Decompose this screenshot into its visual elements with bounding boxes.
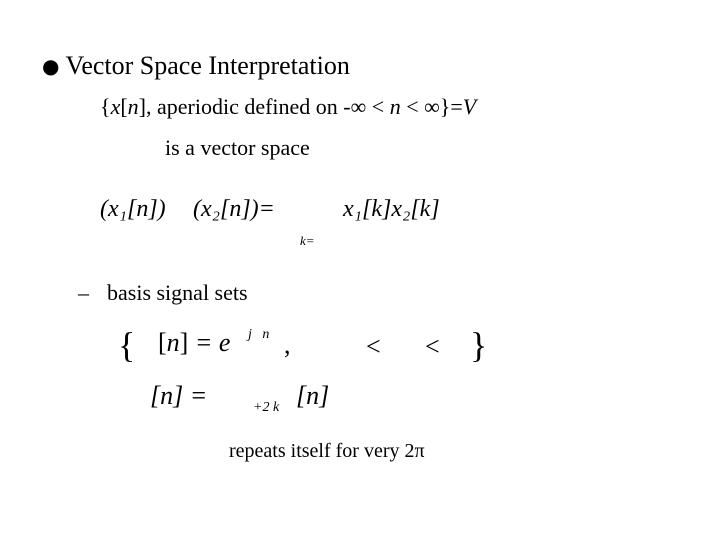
equation3-lhs: [n] = — [150, 381, 208, 410]
vector-space-line: is a vector space — [165, 135, 310, 160]
equation2-less-than-1: < — [366, 332, 381, 361]
bullet-icon: ● — [42, 54, 60, 78]
equation3-rhs: [n] — [296, 381, 330, 410]
equation2-n: n — [166, 328, 180, 357]
repeat-note: repeats itself for very 2π — [229, 440, 425, 462]
equation2-exponent — [248, 328, 269, 342]
set-index-close: ] — [138, 94, 146, 119]
dash-bullet-icon: – — [78, 280, 89, 305]
equation2-equals-e: = e — [194, 328, 231, 357]
equation2-sup-j: j — [248, 327, 252, 342]
equation2-bracket-close: ] — [179, 328, 189, 357]
set-v: V — [462, 94, 477, 119]
equation1-lhs1: (x₁[n]) — [100, 196, 166, 222]
set-open-brace: { — [100, 94, 111, 119]
set-rest2: < ∞}= — [400, 94, 463, 119]
equation1-sum-lower: k= — [300, 233, 315, 248]
set-var: x — [110, 94, 121, 119]
set-index-open: [ — [120, 94, 128, 119]
equation1-lhs2: (x₂[n])= — [193, 196, 275, 222]
set-definition — [100, 96, 476, 118]
set-index: n — [127, 94, 139, 119]
set-n: n — [389, 94, 401, 119]
equation2-body — [158, 330, 230, 356]
equation2-less-than-2: < — [425, 332, 440, 361]
equation2-bracket-open: [ — [158, 328, 167, 357]
equation2-sup-n: n — [262, 327, 270, 342]
bullet-title — [42, 53, 350, 79]
set-rest: , aperiodic defined on -∞ < — [145, 94, 390, 119]
equation1-rhs: x₁[k]x₂[k] — [343, 196, 440, 222]
title-text: Vector Space Interpretation — [65, 51, 350, 80]
equation3-sub: +2 k — [253, 400, 280, 415]
basis-row — [78, 282, 248, 304]
equation2-comma: , — [284, 330, 291, 359]
equation2-right-brace: } — [470, 325, 488, 365]
equation2-left-brace: { — [118, 325, 136, 365]
basis-label: basis signal sets — [107, 280, 248, 305]
